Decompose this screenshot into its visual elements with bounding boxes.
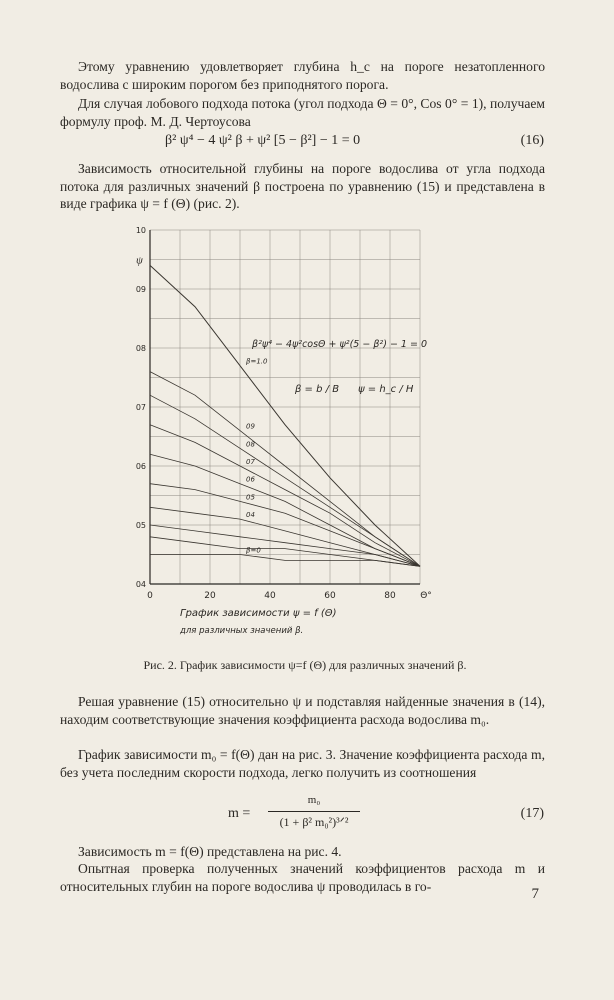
chart-formula: β²ψ⁴ − 4ψ²cosΘ + ψ²(5 − β²) − 1 = 0: [252, 339, 428, 350]
chart-title: График зависимости ψ = f (Θ): [180, 608, 337, 619]
x-tick-label: 0: [147, 591, 153, 601]
x-tick-label: 40: [264, 591, 276, 601]
y-tick-label: 05: [135, 521, 146, 530]
fraction-bar: [268, 811, 360, 812]
series-line: [150, 265, 420, 566]
series-line: [150, 395, 420, 566]
series-label: 04: [246, 511, 255, 520]
equation-17-denominator: (1 + β² m₀²)³ᐟ²: [279, 815, 349, 829]
x-tick-label: 20: [204, 591, 216, 601]
figure-caption: Рис. 2. График зависимости ψ=f (Θ) для различных значений β.: [143, 658, 467, 672]
figure-2: [130, 222, 470, 642]
paragraph-3: Зависимость относительной глубины на пороге водослива от угла подхода потока для различных значений β построена по уравнению (15) и представлена в виде графика ψ = f (Θ) (рис. 2).: [60, 161, 545, 211]
equation-17-lhs: m =: [228, 806, 251, 821]
series-label: β=0: [246, 546, 261, 555]
paragraph-5: График зависимости m₀ = f(Θ) дан на рис. 3. Значение коэффициента расхода m, без учета последним скорости подхода, легко получить из соотношения: [60, 747, 545, 780]
series-label: 08: [246, 440, 255, 449]
y-tick-label: 09: [135, 285, 146, 294]
paragraph-4: Решая уравнение (15) относительно ψ и подставляя найденные значения в (14), находим соответствующие значения коэффициента расхода водослива m₀.: [60, 694, 545, 727]
series-label: 06: [246, 475, 255, 484]
chart-subtitle: для различных значений β.: [180, 626, 304, 636]
x-tick-label: 80: [384, 591, 396, 601]
paragraph-7: Опытная проверка полученных значений коэффициентов расхода m и относительных глубин на пороге водослива ψ проводилась в го-: [60, 861, 545, 894]
x-tick-label: Θ°: [420, 591, 432, 601]
series-label: 07: [246, 458, 255, 466]
series-line: [150, 555, 420, 567]
series-label: 09: [246, 422, 255, 431]
y-axis-label: ψ: [136, 254, 143, 267]
y-tick-label: 10: [135, 226, 146, 235]
page-number: 7: [531, 886, 539, 902]
series-line: [150, 537, 420, 567]
series-line: [150, 507, 420, 566]
y-tick-label: 06: [135, 462, 146, 471]
chart-definition: ψ = h_c / H: [358, 384, 414, 395]
y-tick-label: 08: [135, 344, 146, 353]
chart-svg: [130, 222, 470, 642]
equation-17-numerator: m₀: [307, 794, 321, 806]
x-tick-label: 60: [324, 591, 336, 601]
equation-17-number: (17): [520, 806, 544, 821]
equation-16: β² ψ⁴ − 4 ψ² β + ψ² [5 − β²] − 1 = 0: [165, 133, 361, 148]
y-tick-label: 04: [135, 580, 146, 589]
paragraph-6: Зависимость m = f(Θ) представлена на рис. 4.: [78, 844, 342, 859]
y-tick-label: 07: [135, 403, 146, 412]
series-line: [150, 372, 420, 567]
paragraph-2: Для случая лобового подхода потока (угол подхода Θ = 0°, Cos 0° = 1), получаем формулу проф. М. Д. Чертоусова: [60, 96, 545, 129]
series-label: 05: [246, 493, 255, 502]
series-label: β=1.0: [246, 357, 268, 366]
paragraph-1: Этому уравнению удовлетворяет глубина h_c на пороге незатопленного водослива с широким порогом без приподнятого порога.: [60, 59, 545, 92]
series-line: [150, 454, 420, 566]
chart-definition: β = b / B: [295, 384, 340, 395]
equation-16-number: (16): [520, 133, 544, 148]
